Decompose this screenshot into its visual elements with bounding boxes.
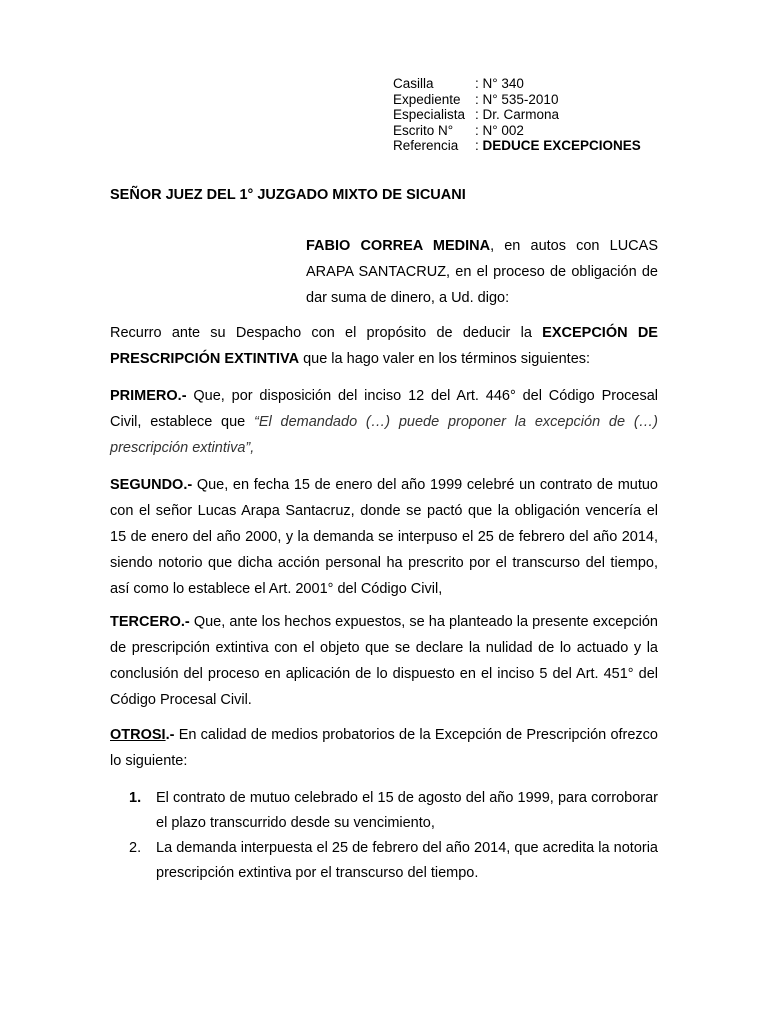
intro-paragraph: [306, 233, 658, 311]
exception-title: EXCEPCIÓN DE PRESCRIPCIÓN EXTINTIVA: [110, 325, 658, 367]
list-item-text: La demanda interpuesta el 25 de febrero del año 2014, que acredita la notoria prescripción extintiva por el transcurso del tiempo.: [156, 840, 658, 881]
tercero-paragraph: [110, 609, 658, 713]
tercero-text: Que, ante los hechos expuestos, se ha planteado la presente excepción de prescripción extintiva con el objeto que se declare la nulidad de lo actuado y la conclusión del proceso en aplicación de lo dispuesto en el inciso 5 del Art. 451° del Código Procesal Civil.: [110, 614, 658, 708]
case-header: [393, 76, 641, 154]
recurro-text-before: Recurro ante su Despacho con el propósito de deducir la: [110, 325, 543, 341]
otrosi-label: [110, 727, 174, 743]
segundo-label: SEGUNDO.-: [110, 477, 193, 493]
primero-text: Que, por disposición del inciso 12 del Art. 446° del Código Procesal Civil, establece que: [110, 388, 658, 430]
header-row-referencia: [393, 138, 641, 154]
evidence-list: [129, 786, 658, 886]
primero-label: PRIMERO.-: [110, 388, 187, 404]
header-value: : N° 340: [475, 76, 524, 91]
header-row-expediente: [393, 92, 641, 108]
recurro-paragraph: [110, 320, 658, 372]
reference-subject: DEDUCE EXCEPCIONES: [482, 138, 641, 153]
list-item: [129, 786, 658, 836]
header-label: Casilla: [393, 76, 434, 91]
header-label: Especialista: [393, 107, 466, 122]
header-value: : N° 535-2010: [475, 91, 559, 107]
otrosi-text: En calidad de medios probatorios de la Excepción de Prescripción ofrezco lo siguiente:: [110, 727, 658, 769]
tercero-label: TERCERO.-: [110, 614, 190, 630]
header-label: Escrito N°: [393, 122, 454, 138]
header-label: Referencia: [393, 138, 459, 153]
header-row-casilla: [393, 76, 641, 92]
otrosi-paragraph: [110, 722, 658, 774]
petitioner-name: FABIO CORREA MEDINA: [306, 238, 491, 254]
segundo-paragraph: [110, 472, 658, 602]
list-item: [129, 836, 658, 886]
header-label: Expediente: [393, 91, 461, 107]
intro-text: , en autos con LUCAS ARAPA SANTACRUZ, en el proceso de obligación de dar suma de dinero, a Ud. digo:: [306, 238, 658, 306]
header-row-especialista: [393, 107, 641, 123]
otrosi-label-underlined: OTROSI: [110, 727, 166, 743]
primero-paragraph: [110, 383, 658, 461]
recurro-text-after: que la hago valer en los términos siguientes:: [299, 351, 591, 367]
list-item-text: El contrato de mutuo celebrado el 15 de agosto del año 1999, para corroborar el plazo transcurrido desde su vencimiento,: [156, 790, 658, 831]
header-value: : Dr. Carmona: [475, 107, 560, 122]
list-item-number: 1.: [129, 790, 142, 806]
otrosi-label-suffix: .-: [165, 727, 175, 743]
list-item-number: 2.: [129, 840, 142, 856]
addressee-heading: SEÑOR JUEZ DEL 1° JUZGADO MIXTO DE SICUANI: [110, 187, 466, 203]
header-row-escrito: [393, 123, 641, 139]
header-value: [475, 138, 641, 154]
segundo-text: Que, en fecha 15 de enero del año 1999 celebré un contrato de mutuo con el señor Lucas Arapa Santacruz, donde se pactó que la obligación vencería el 15 de enero del año 2000, y la demanda se interpuso el 25 de febrero del año 2014, siendo notorio que dicha acción personal ha prescrito por el transcurso del tiempo, así como lo establece el Art. 2001° del Código Civil,: [110, 477, 658, 597]
primero-quote: “El demandado (…) puede proponer la excepción de (…) prescripción extintiva”,: [110, 414, 658, 456]
header-value-prefix: :: [475, 138, 483, 153]
header-value: : N° 002: [475, 122, 524, 138]
